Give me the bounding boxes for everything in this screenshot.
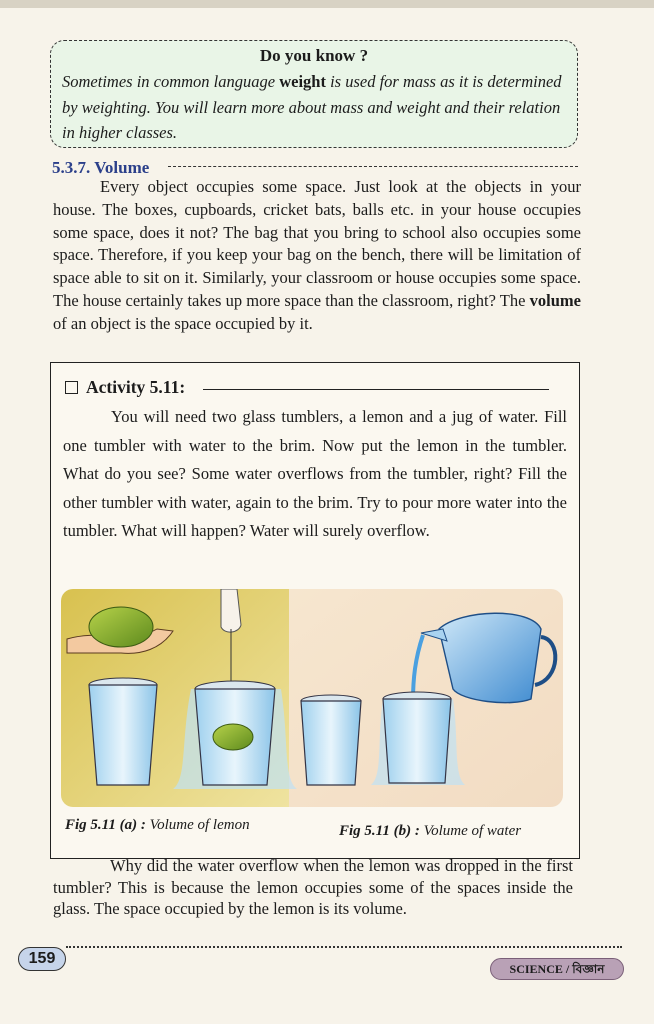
caption-b-label: Fig 5.11 (b) : [339, 823, 420, 839]
activity-heading [65, 377, 185, 398]
activity-text: You will need two glass tumblers, a lemon and a jug of water. Fill one tumbler with water to the brim. Now put the lemon in the tumbler. What do you see? Some water overflows from the tumbler, right? Fill the other tumbler with water, again to the brim. Try to pour more water into the tumbler. What will happen? Water will surely overflow. [63, 407, 567, 541]
do-you-know-box [50, 40, 578, 148]
section-title: 5.3.7. Volume [52, 158, 150, 177]
do-you-know-text-a: Sometimes in common language [62, 72, 280, 91]
conclusion-paragraph: Why did the water overflow when the lemon was dropped in the first tumbler? This is because the lemon occupies some of the spaces inside the glass. The space occupied by the lemon is its volume. [53, 856, 573, 918]
do-you-know-title: Do you know ? [259, 46, 369, 65]
glass-b-empty [301, 695, 361, 785]
page-number: 159 [18, 947, 66, 971]
caption-a-label: Fig 5.11 (a) : [65, 817, 146, 833]
glass-a-lemon-overflow [173, 681, 297, 789]
activity-rule [203, 389, 549, 390]
volume-paragraph [53, 176, 581, 336]
caption-a-text: Volume of lemon [145, 817, 250, 833]
page-top-band [0, 0, 654, 8]
volume-text-b: of an object is the space occupied by it. [53, 313, 313, 333]
subject-label: SCIENCE / বিজ্ঞান [490, 958, 624, 980]
activity-box [50, 362, 580, 859]
caption-b-text: Volume of water [419, 823, 522, 839]
glass-b-overflow [371, 692, 465, 785]
do-you-know-bold: weight [279, 72, 326, 91]
volume-text-a: Every object occupies some space. Just look at the objects in your house. The boxes, cupboards, cricket bats, balls etc. in your house occupies some space, does it not? The bag that you bring to school also occupies some space. Therefore, if you keep your bag on the bench, there will be limitation of space able to sit on it. Similarly, your classroom or house occupies some space. The house certainly takes up more space than the classroom, right? The [53, 177, 581, 310]
checkbox-icon [65, 381, 78, 394]
caption-a [65, 817, 250, 834]
volume-bold: volume [529, 290, 581, 310]
activity-title: Activity 5.11: [86, 377, 186, 397]
glass-a-empty [89, 678, 157, 785]
hand-holding-thread [221, 589, 241, 632]
do-you-know-text [62, 69, 567, 146]
footer-dotted-line [66, 946, 622, 948]
activity-figure [61, 589, 563, 807]
dashed-divider [168, 166, 578, 167]
do-you-know-text-b: is used for mass as it is determined by weighting. You will learn more about mass and weight and their relation in higher classes. [62, 72, 562, 142]
caption-b [339, 823, 521, 840]
